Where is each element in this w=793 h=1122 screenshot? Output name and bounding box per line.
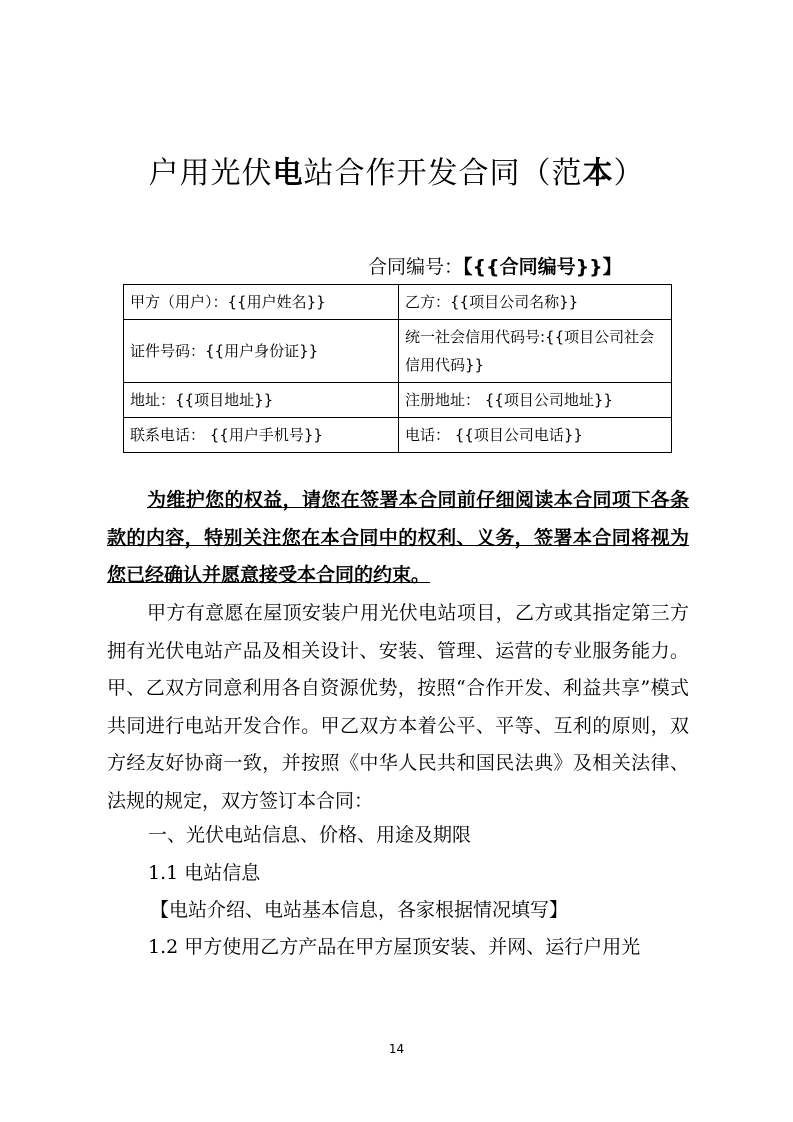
notice-paragraph: 为维护您的权益，请您在签署本合同前仔细阅读本合同项下各条款的内容，特别关注您在本合同中的权利、义务，签署本合同将视为您已经确认并愿意接受本合同的约束。	[107, 489, 689, 586]
contract-number	[368, 252, 622, 279]
item-1-2: 1.2 甲方使用乙方产品在甲方屋顶安装、并网、运行户用光	[148, 936, 641, 958]
table-row	[124, 320, 672, 383]
party-b-credit-code-cell: 统一社会信用代码号:{{项目公司社会信用代码}}	[399, 320, 672, 383]
party-b-address-cell: 注册地址： {{项目公司地址}}	[399, 383, 672, 418]
party-a-phone-cell: 联系电话： {{用户手机号}}	[124, 418, 399, 453]
intro-paragraph: 甲方有意愿在屋顶安装户用光伏电站项目，乙方或其指定第三方拥有光伏电站产品及相关设计、安装、管理、运营的专业服务能力。甲、乙双方同意利用各自资源优势，按照“合作开发、利益共享”模式共同进行电站开发合作。甲乙双方本着公平、平等、互利的原则，双方经友好协商一致，并按照《中华人民共和国民法典》及相关法律、法规的规定，双方签订本合同：	[107, 602, 689, 812]
party-a-name-cell: 甲方（用户）：{{用户姓名}}	[124, 285, 399, 320]
section-1-heading: 一、光伏电站信息、价格、用途及期限	[148, 824, 472, 846]
table-row	[124, 383, 672, 418]
page-number: 14	[388, 1042, 405, 1056]
item-1-1-note: 【电站介绍、电站基本信息，各家根据情况填写】	[150, 899, 569, 921]
contract-number-label: 合同编号：	[368, 256, 464, 278]
party-a-address-cell: 地址：{{项目地址}}	[124, 383, 399, 418]
party-a-id-cell: 证件号码：{{用户身份证}}	[124, 320, 399, 383]
table-row	[124, 285, 672, 320]
party-b-name-cell: 乙方：{{项目公司名称}}	[399, 285, 672, 320]
item-1-1: 1.1 电站信息	[148, 862, 261, 884]
document-title: 户用光伏电站合作开发合同（范本）	[148, 156, 645, 191]
party-b-phone-cell: 电话： {{项目公司电话}}	[399, 418, 672, 453]
table-row	[124, 418, 672, 453]
parties-table	[123, 284, 672, 453]
contract-number-value: 【{{合同编号}}】	[463, 256, 622, 278]
